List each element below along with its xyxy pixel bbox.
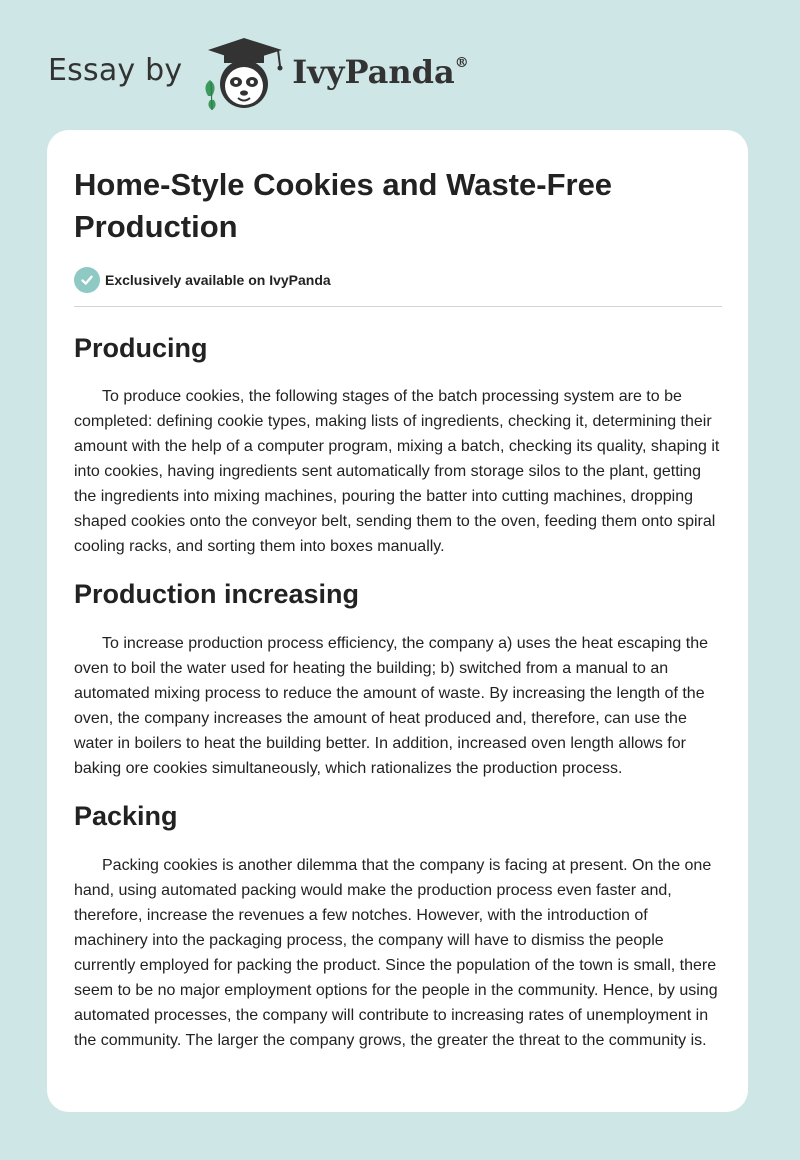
- divider: [74, 306, 722, 307]
- registered-mark: ®: [454, 55, 469, 71]
- check-circle-icon: [74, 267, 100, 293]
- panda-logo-icon[interactable]: [198, 36, 286, 112]
- exclusive-label: Exclusively available on IvyPanda: [105, 272, 331, 288]
- section-body-producing: To produce cookies, the following stages of the batch processing system are to be completed: defining cookie types, making lists of ingredients, checking it, determining their amount with the help of a computer program, mixing a batch, checking its quality, shaping it into cookies, having ingredients sent automatically from storage silos to the plant, getting the ingredients into mixing machines, pouring the batter into cutting machines, dropping shaped cookies onto the conveyor belt, sending them to the oven, feeding them onto spiral cooling racks, and sorting them into boxes manually.: [74, 388, 720, 555]
- page-title: Home-Style Cookies and Waste-Free Production: [74, 167, 613, 244]
- site-header: [48, 34, 469, 114]
- section-heading-packing: Packing: [74, 801, 178, 831]
- article-card: [47, 130, 748, 1112]
- brand-name[interactable]: [292, 53, 468, 91]
- exclusive-badge: [74, 266, 722, 294]
- essay-by-label: Essay by: [48, 52, 183, 88]
- brand-text: IvyPanda: [292, 53, 455, 91]
- section-heading-producing: Producing: [74, 333, 208, 363]
- section-heading-production-increasing: Production increasing: [74, 579, 360, 609]
- section-body-production-increasing: To increase production process efficiency, the company a) uses the heat escaping the oven to boil the water used for heating the building; b) switched from a manual to an automated mixing process to reduce the amount of waste. By increasing the length of the oven, the company increases the amount of heat produced and, therefore, can use the water in boilers to heat the building better. In addition, increased oven length allows for baking ore cookies simultaneously, which rationalizes the production process.: [74, 635, 708, 777]
- section-body-packing: Packing cookies is another dilemma that the company is facing at present. On the one hand, using automated packing would make the production process even faster and, therefore, increase the revenues a few notches. However, with the introduction of machinery into the packaging process, the company will have to dismiss the people currently employed for packing the product. Since the population of the town is small, there seem to be no major employment options for the people in the community. Hence, by using automated processes, the company will contribute to increasing rates of unemployment in the community. The larger the company grows, the greater the threat to the community is.: [74, 857, 718, 1049]
